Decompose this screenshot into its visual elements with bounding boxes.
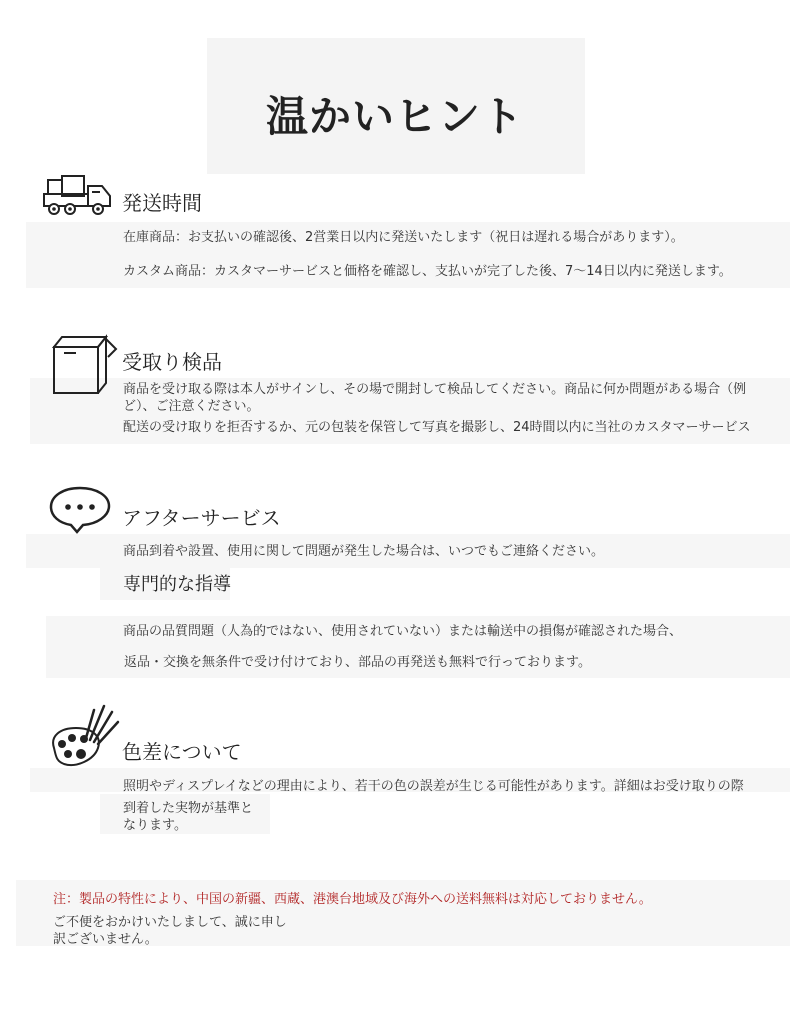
guidance-heading: 専門的な指導 <box>123 574 231 595</box>
page-title: 温かいヒント <box>265 92 524 141</box>
color-line-3: なります。 <box>123 818 187 833</box>
guidance-line-1: 商品の品質問題（人為的ではない、使用されていない）または輸送中の損傷が確認された場合、 <box>123 624 683 639</box>
paint-palette-icon <box>46 704 124 774</box>
shipping-line-1: 在庫商品：お支払いの確認後、2営業日以内に発送いたします（祝日は遅れる場合があります）。 <box>123 230 684 245</box>
shipping-restriction-note: 注：製品の特性により、中国の新疆、西蔵、港澳台地域及び海外への送料無料は対応しておりません。 <box>53 892 652 907</box>
after-service-line-1: 商品到着や設置、使用に関して問題が発生した場合は、いつでもご連絡ください。 <box>123 544 605 559</box>
receiving-heading: 受取り検品 <box>122 350 222 374</box>
package-box-icon <box>48 333 120 397</box>
receiving-line-2: ど）、ご注意ください。 <box>123 399 260 414</box>
shipping-heading: 発送時間 <box>122 191 202 215</box>
apology-line-1: ご不便をおかけいたしまして、誠に申し <box>53 915 287 930</box>
after-service-heading: アフターサービス <box>122 506 281 530</box>
color-line-1: 照明やディスプレイなどの理由により、若干の色の誤差が生じる可能性があります。詳細はお受け取りの際 <box>123 779 744 794</box>
guidance-line-2: 返品・交換を無条件で受け付けており、部品の再発送も無料で行っております。 <box>124 655 591 670</box>
receiving-line-3: 配送の受け取りを拒否するか、元の包装を保管して写真を撮影し、24時間以内に当社のカスタマーサービス <box>123 420 751 435</box>
color-line-2: 到着した実物が基準と <box>123 801 254 816</box>
delivery-truck-icon <box>40 172 120 220</box>
speech-bubble-icon <box>47 484 113 534</box>
shipping-line-2: カスタム商品：カスタマーサービスと価格を確認し、支払いが完了した後、7〜14日以内に発送します。 <box>123 264 732 279</box>
color-heading: 色差について <box>122 740 242 764</box>
receiving-line-1: 商品を受け取る際は本人がサインし、その場で開封して検品してください。商品に何か問題がある場合（例 <box>123 382 747 397</box>
apology-line-2: 訳ございません。 <box>53 932 158 947</box>
